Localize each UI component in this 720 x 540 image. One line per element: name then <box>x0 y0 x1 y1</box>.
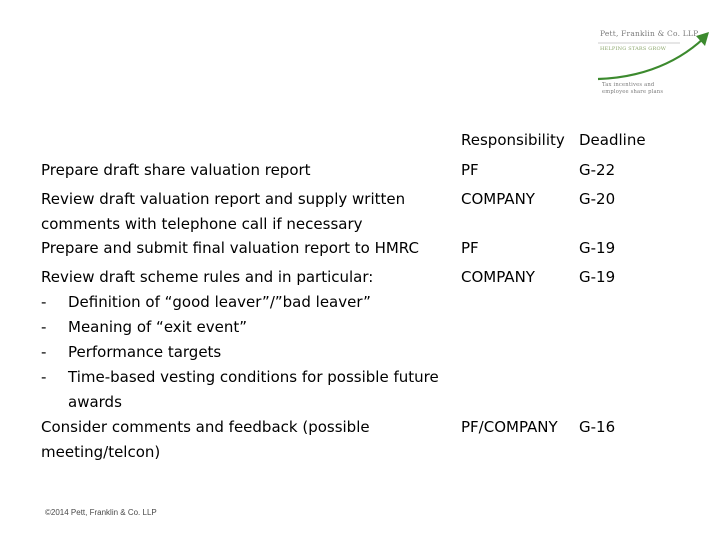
bullet-marker: - <box>41 368 47 386</box>
bullet-item: Performance targets <box>68 343 222 361</box>
logo-tagline: HELPING STARS GROW <box>600 46 667 52</box>
task-text-continuation: comments with telephone call if necessary <box>41 215 363 233</box>
bullet-item: Meaning of “exit event” <box>68 318 247 336</box>
task-text: Consider comments and feedback (possible <box>41 418 370 436</box>
task-text: Review draft scheme rules and in particular: <box>41 268 374 286</box>
responsibility-cell: PF <box>461 239 479 257</box>
responsibility-cell: PF/COMPANY <box>461 418 558 436</box>
responsibility-cell: COMPANY <box>461 268 535 286</box>
responsibility-cell: COMPANY <box>461 190 535 208</box>
logo-subtitle-line-2: employee share plans <box>602 89 664 95</box>
deadline-cell: G-19 <box>579 268 616 286</box>
deadline-column-header: Deadline <box>579 131 646 149</box>
logo-subtitle-line-1: Tax incentives and <box>602 82 655 88</box>
task-text: Review draft valuation report and supply written <box>41 190 406 208</box>
bullet-marker: - <box>41 318 47 336</box>
logo-firm-name: Pett, Franklin & Co. LLP <box>600 29 699 38</box>
task-text-continuation: meeting/telcon) <box>41 443 161 461</box>
deadline-cell: G-19 <box>579 239 616 257</box>
deadline-cell: G-20 <box>579 190 616 208</box>
task-text: Prepare draft share valuation report <box>41 161 311 179</box>
deadline-cell: G-16 <box>579 418 616 436</box>
bullet-item: Definition of “good leaver”/”bad leaver” <box>68 293 371 311</box>
task-text: Prepare and submit final valuation report to HMRC <box>41 239 419 257</box>
bullet-item-continuation: awards <box>68 393 122 411</box>
responsibility-cell: PF <box>461 161 479 179</box>
copyright-footer: ©2014 Pett, Franklin & Co. LLP <box>45 508 157 517</box>
deadline-cell: G-22 <box>579 161 616 179</box>
bullet-marker: - <box>41 293 47 311</box>
bullet-marker: - <box>41 343 47 361</box>
bullet-item: Time-based vesting conditions for possible future <box>68 368 439 386</box>
responsibility-column-header: Responsibility <box>461 131 565 149</box>
company-logo <box>592 22 714 104</box>
